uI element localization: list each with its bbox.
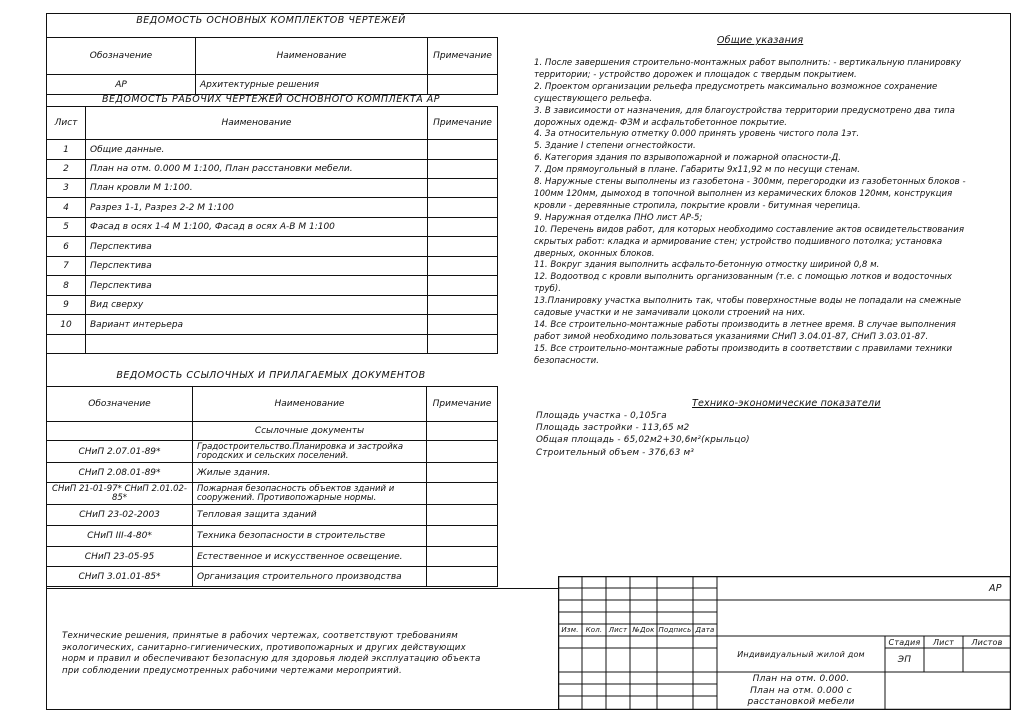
tep-title: Технико-экономические показатели [692, 398, 881, 409]
table-cell [427, 567, 498, 587]
row-name: Фасад в осях 1-4 М 1:100, Фасад в осях А-В М 1:100 [86, 218, 428, 237]
row-name: План кровли М 1:100. [86, 179, 428, 198]
row-name: Общие данные. [86, 140, 428, 160]
header-name: Наименование [86, 107, 428, 140]
note-item: 1. После завершения строительно-монтажных работ выполнить: - вертикальную планировку территории; - устройство дорожек и площадок с твердым покрытием. [534, 58, 961, 80]
row-number [47, 335, 86, 354]
tep-line: Строительный объем - 376,63 м³ [536, 447, 695, 458]
header-name: Наименование [196, 38, 428, 75]
note-item: 14. Все строительно-монтажные работы производить в летнее время. В случае выполнения работ зимой необходимо пользоваться указаниями СНиП 3.04.01-87, СНиП 3.03.01-87. [534, 319, 956, 342]
note-item: 15. Все строительно-монтажные работы производить в соответствии с правилами техники безопасности. [534, 343, 953, 366]
table-cell [427, 422, 498, 441]
row-name: Вид сверху [86, 296, 428, 315]
table-cell [47, 422, 193, 441]
row-number: 5 [47, 218, 86, 237]
note-item: 7. Дом прямоугольный в плане. Габариты 9х11,92 м по несущи стенам. [534, 165, 860, 176]
row-name: Разрез 1-1, Разрез 2-2 М 1:100 [86, 198, 428, 218]
general-notes [534, 58, 974, 368]
note-item: 8. Наружные стены выполнены из газобетона - 300мм, перегородки из газобетонных блоков - 100мм 120мм, дымоход в топочной выполнен из керамических блоков 120мм, конструкция кровли - деревянные стропила, покрытие кровли - битумная черепица. [534, 177, 966, 211]
row-note [428, 140, 498, 160]
row-number: 2 [47, 160, 86, 179]
stamp-sheet-header: Лист [932, 638, 955, 647]
main-sets-table [46, 37, 498, 95]
note-item: 11. Вокруг здания выполнить асфальто-бетонную отмостку шириной 0,8 м. [534, 260, 880, 271]
reference-docs-title: ВЕДОМОСТЬ ССЫЛОЧНЫХ И ПРИЛАГАЕМЫХ ДОКУМЕНТОВ [116, 370, 426, 381]
row-note [428, 335, 498, 354]
stamp-stage-header: Стадия [888, 638, 921, 647]
doc-code: СНиП III-4-80* [47, 526, 193, 547]
stamp-col-label: Изм. [561, 626, 579, 634]
tep-list [536, 410, 750, 459]
row-note [428, 237, 498, 257]
stamp-sheet-title [717, 674, 885, 709]
row-note [428, 315, 498, 335]
row-name: Перспектива [86, 257, 428, 276]
table-cell [427, 441, 498, 463]
tep-line: Площадь участка - 0,105га [536, 411, 667, 421]
note-item: 12. Водоотвод с кровли выполнить организованным (т.е. с помощью лотков и водосточных труб). [534, 272, 953, 295]
stamp-col-label: Кол. [585, 626, 603, 634]
doc-name: Пожарная безопасность объектов зданий и сооружений. Противопожарные нормы. [193, 483, 427, 505]
tep-line: Площадь застройки - 113,65 м2 [536, 423, 690, 434]
doc-code: СНиП 2.08.01-89* [47, 463, 193, 483]
working-drawings-title: ВЕДОМОСТЬ РАБОЧИХ ЧЕРТЕЖЕЙ ОСНОВНОГО КОМПЛЕКТА АР [101, 94, 440, 105]
doc-name: Тепловая защита зданий [193, 505, 427, 526]
row-number: 3 [47, 179, 86, 198]
header-sheet: Лист [47, 107, 86, 140]
working-drawings-table [46, 106, 498, 354]
general-notes-title: Общие указания [717, 35, 804, 46]
row-name: Перспектива [86, 276, 428, 296]
table-cell [427, 505, 498, 526]
stamp-col-label: №Док [632, 626, 655, 634]
table-cell [427, 483, 498, 505]
row-number: 10 [47, 315, 86, 335]
stamp-col-label: Подпись [658, 626, 692, 634]
section-label: Ссылочные документы [193, 422, 427, 441]
doc-name: Организация строительного производства [193, 567, 427, 587]
row-note [428, 257, 498, 276]
row-number: 8 [47, 276, 86, 296]
stamp-sheets-header: Листов [971, 638, 1003, 647]
row-note [428, 276, 498, 296]
table-cell [428, 75, 498, 95]
doc-code: СНиП 23-05-95 [47, 547, 193, 567]
note-item: 2. Проектом организации рельефа предусмотреть максимально возможное сохранение существующего рельефа. [534, 81, 938, 104]
note-item: 4. За относительную отметку 0.000 принять уровень чистого пола 1эт. [534, 129, 860, 140]
stamp-code: АР [989, 583, 1002, 594]
note-item: 13.Планировку участка выполнить так, чтобы поверхностные воды не попадали на смежные садовые участки и не замачивали цоколи строений на них. [534, 296, 962, 319]
reference-docs-table [46, 386, 498, 587]
table-cell [427, 463, 498, 483]
bottom-note: Технические решения, принятые в рабочих чертежах, соответствуют требованиям экологических, санитарно-гигиенических, противопожарных и других действующих норм и правил и обеспечивают безопасную для здоровья людей эксплуатацию объекта при соблюдении предусмотренных рабочими чертежами мероприятий. [62, 631, 481, 676]
header-name: Наименование [193, 387, 427, 422]
doc-code: СНиП 2.07.01-89* [47, 441, 193, 463]
header-designation: Обозначение [47, 387, 193, 422]
doc-name: Естественное и искусственное освещение. [193, 547, 427, 567]
row-number: 4 [47, 198, 86, 218]
row-note [428, 296, 498, 315]
note-item: 10. Перечень видов работ, для которых необходимо составление актов освидетельствования скрытых работ: кладка и армирование стен; устройство подшивного потолка; установка дверных, оконных блоков. [534, 224, 965, 259]
note-item: 5. Здание I степени огнестойкости. [534, 141, 696, 152]
row-note [428, 179, 498, 198]
row-number: 6 [47, 237, 86, 257]
doc-name: Градостроительство.Планировка и застройка городских и сельских поселений. [193, 441, 427, 463]
stamp-col-label: Дата [695, 626, 715, 634]
stamp-columns [558, 626, 718, 634]
row-note [428, 160, 498, 179]
table-cell: АР [47, 75, 196, 95]
doc-code: СНиП 23-02-2003 [47, 505, 193, 526]
row-name: План на отм. 0.000 М 1:100, План расстановки мебели. [86, 160, 428, 179]
table-cell [427, 547, 498, 567]
row-number: 1 [47, 140, 86, 160]
stamp-sheet-title-line: расстановкой мебели [747, 697, 855, 707]
table-cell [427, 526, 498, 547]
row-note [428, 218, 498, 237]
stamp-sheet-title-line: План на отм. 0.000 с [750, 685, 852, 696]
row-name: Перспектива [86, 237, 428, 257]
stamp-stage: ЭП [897, 655, 912, 665]
header-note: Примечание [428, 107, 498, 140]
header-note: Примечание [428, 38, 498, 75]
stamp-object: Индивидуальный жилой дом [737, 650, 865, 659]
table-cell: Архитектурные решения [196, 75, 428, 95]
note-item: 6. Категория здания по взрывопожарной и пожарной опасности-Д. [534, 153, 841, 164]
stamp-col-label: Лист [608, 626, 628, 634]
doc-name: Техника безопасности в строительстве [193, 526, 427, 547]
divider [46, 588, 558, 589]
row-number: 9 [47, 296, 86, 315]
row-name: Вариант интерьера [86, 315, 428, 335]
header-designation: Обозначение [47, 38, 196, 75]
doc-code: СНиП 3.01.01-85* [47, 567, 193, 587]
doc-name: Жилые здания. [193, 463, 427, 483]
note-item: 9. Наружная отделка ПНО лист АР-5; [534, 212, 703, 223]
row-name [86, 335, 428, 354]
doc-code: СНиП 21-01-97* СНиП 2.01.02-85* [47, 483, 193, 505]
note-item: 3. В зависимости от назначения, для благоустройства территории предусмотрено два типа дорожных одежд- ФЗМ и асфальтобетонное покрытие. [534, 105, 955, 128]
tep-line: Общая площадь - 65,02м2+30,6м²(крыльцо) [536, 435, 750, 446]
stamp-sheet-title-line: План на отм. 0.000. [752, 674, 850, 684]
row-note [428, 198, 498, 218]
main-sets-title: ВЕДОМОСТЬ ОСНОВНЫХ КОМПЛЕКТОВ ЧЕРТЕЖЕЙ [136, 15, 406, 26]
row-number: 7 [47, 257, 86, 276]
header-note: Примечание [427, 387, 498, 422]
